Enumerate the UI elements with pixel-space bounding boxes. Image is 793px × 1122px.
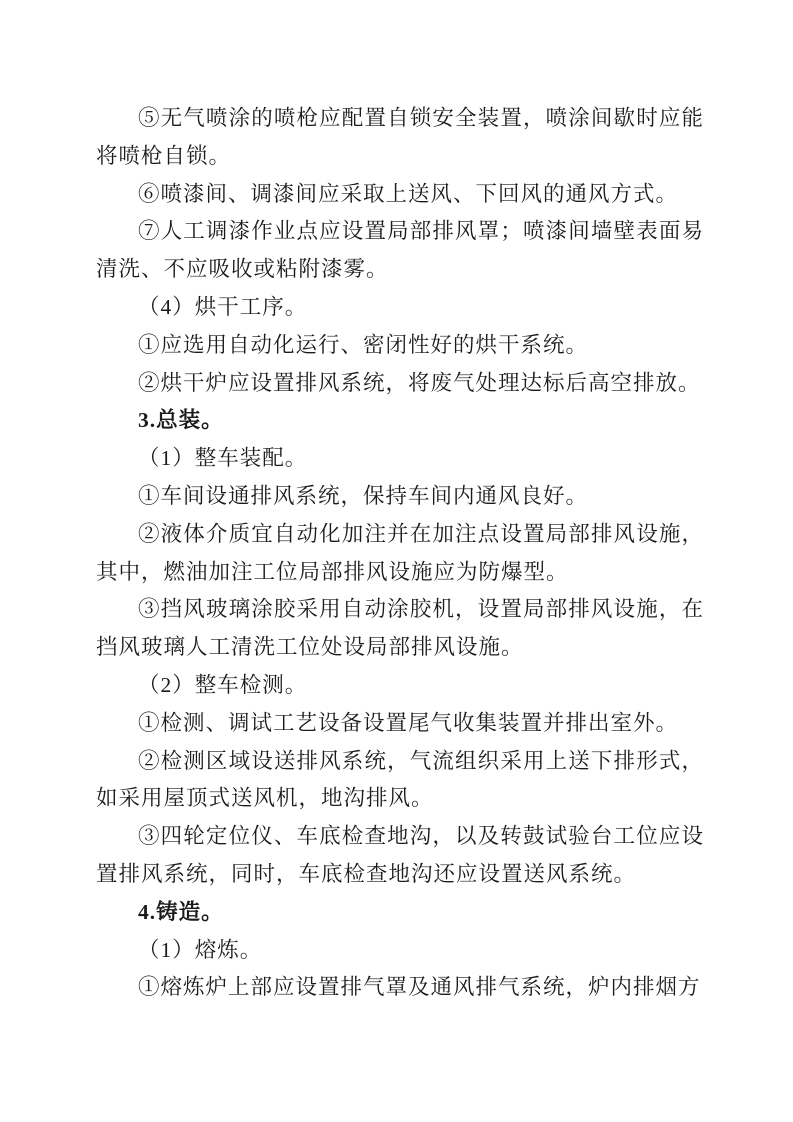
doc-paragraph: ②检测区域设送排风系统，气流组织采用上送下排形式，如采用屋顶式送风机，地沟排风。 bbox=[96, 748, 704, 811]
section-heading-casting: 4.铸造。 bbox=[138, 899, 224, 924]
doc-paragraph: ①应选用自动化运行、密闭性好的烘干系统。 bbox=[138, 332, 589, 357]
section-heading-assembly: 3.总装。 bbox=[138, 408, 224, 433]
doc-paragraph: ②烘干炉应设置排风系统，将废气处理达标后高空排放。 bbox=[138, 370, 701, 395]
doc-paragraph: ⑥喷漆间、调漆间应采取上送风、下回风的通风方式。 bbox=[138, 181, 679, 206]
doc-paragraph: ②液体介质宜自动化加注并在加注点设置局部排风设施，其中，燃油加注工位局部排风设施应为防爆型。 bbox=[96, 521, 704, 584]
doc-paragraph: （4）烘干工序。 bbox=[138, 294, 308, 319]
doc-paragraph: ①检测、调试工艺设备设置尾气收集装置并排出室外。 bbox=[138, 710, 679, 735]
doc-paragraph: ①车间设通排风系统，保持车间内通风良好。 bbox=[138, 483, 589, 508]
doc-paragraph: （2）整车检测。 bbox=[138, 672, 308, 697]
doc-paragraph: ①熔炼炉上部应设置排气罩及通风排气系统，炉内排烟方 bbox=[138, 975, 701, 1000]
doc-paragraph: （1）整车装配。 bbox=[138, 446, 308, 471]
doc-paragraph: ③挡风玻璃涂胶采用自动涂胶机，设置局部排风设施，在挡风玻璃人工清洗工位处设局部排风设施。 bbox=[96, 597, 704, 660]
doc-paragraph: （1）熔炼。 bbox=[138, 937, 263, 962]
doc-paragraph: ⑤无气喷涂的喷枪应配置自锁安全装置，喷涂间歇时应能将喷枪自锁。 bbox=[96, 106, 704, 168]
document-content bbox=[96, 100, 704, 1007]
doc-paragraph: ③四轮定位仪、车底检查地沟，以及转鼓试验台工位应设置排风系统，同时，车底检查地沟还应设置送风系统。 bbox=[96, 824, 704, 886]
doc-paragraph: ⑦人工调漆作业点应设置局部排风罩；喷漆间墙壁表面易清洗、不应吸收或粘附漆雾。 bbox=[96, 219, 704, 282]
